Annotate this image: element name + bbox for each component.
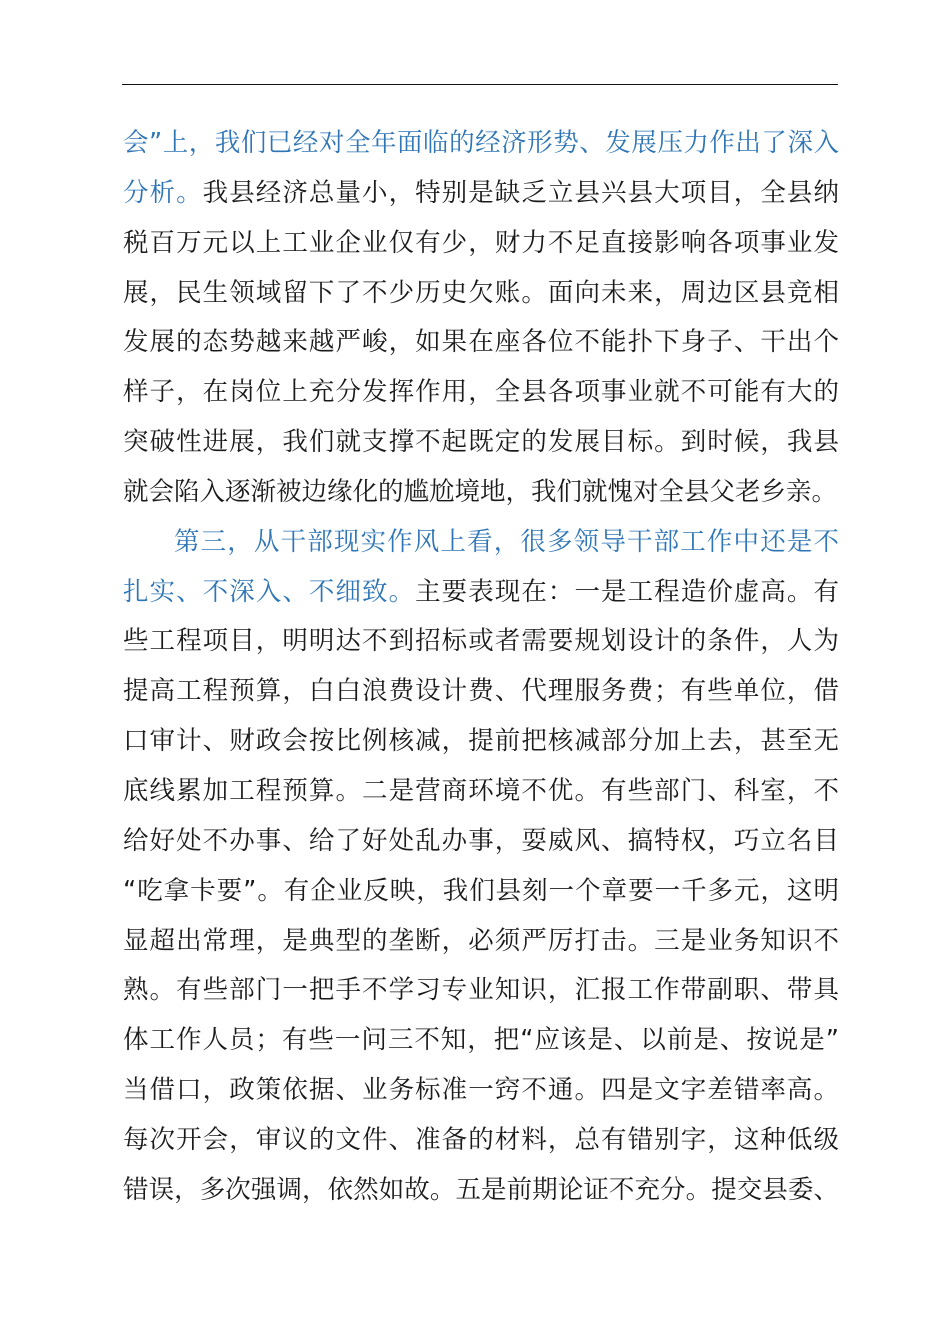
text-line xyxy=(123,1166,839,1216)
plain-text: 突破性进展，我们就支撑不起既定的发展目标。到时候，我县 xyxy=(123,427,839,458)
plain-text: 底线累加工程预算。二是营商环境不优。有些部门、科室，不 xyxy=(123,775,839,806)
body-text xyxy=(123,119,839,1216)
highlighted-text: 第三，从干部现实作风上看，很多领导干部工作中还是不 xyxy=(174,526,839,557)
plain-text: 给好处不办事、给了好处乱办事，耍威风、搞特权，巧立名目 xyxy=(123,825,839,856)
plain-text: 每次开会，审议的文件、准备的材料，总有错别字，这种低级 xyxy=(123,1124,839,1155)
text-line xyxy=(123,518,839,568)
text-line xyxy=(123,1066,839,1116)
highlighted-text: 分析。 xyxy=(123,177,203,208)
plain-text: 熟。有些部门一把手不学习专业知识，汇报工作带副职、带具 xyxy=(123,975,839,1006)
text-line xyxy=(123,269,839,319)
plain-text: 提高工程预算，白白浪费设计费、代理服务费；有些单位，借 xyxy=(123,676,839,707)
text-line xyxy=(123,917,839,967)
text-line xyxy=(123,169,839,219)
plain-text: 口审计、财政会按比例核减，提前把核减部分加上去，甚至无 xyxy=(123,726,839,757)
text-line xyxy=(123,617,839,667)
text-line xyxy=(123,817,839,867)
plain-text: 主要表现在：一是工程造价虚高。有 xyxy=(415,576,839,607)
highlighted-text: 扎实、不深入、不细致。 xyxy=(123,576,416,607)
plain-text: 样子，在岗位上充分发挥作用，全县各项事业就不可能有大的 xyxy=(123,377,839,408)
plain-text: “吃拿卡要”。有企业反映，我们县刻一个章要一千多元，这明 xyxy=(123,875,839,906)
plain-text: 体工作人员；有些一问三不知，把“应该是、以前是、按说是” xyxy=(123,1025,839,1056)
text-line xyxy=(123,717,839,767)
text-line xyxy=(123,1116,839,1166)
text-line xyxy=(123,119,839,169)
plain-text: 当借口，政策依据、业务标准一窍不通。四是文字差错率高。 xyxy=(123,1075,839,1106)
plain-text: 显超出常理，是典型的垄断，必须严厉打击。三是业务知识不 xyxy=(123,925,839,956)
text-line xyxy=(123,318,839,368)
text-line xyxy=(123,1016,839,1066)
plain-text: 错误，多次强调，依然如故。五是前期论证不充分。提交县委、 xyxy=(123,1174,839,1205)
plain-text: 展，民生领域留下了不少历史欠账。面向未来，周边区县竞相 xyxy=(123,277,839,308)
text-line xyxy=(123,219,839,269)
text-line xyxy=(123,767,839,817)
text-line xyxy=(123,966,839,1016)
text-line xyxy=(123,568,839,618)
text-line xyxy=(123,418,839,468)
text-line xyxy=(123,368,839,418)
plain-text: 税百万元以上工业企业仅有少，财力不足直接影响各项事业发 xyxy=(123,227,839,258)
text-line xyxy=(123,468,839,518)
plain-text: 发展的态势越来越严峻，如果在座各位不能扑下身子、干出个 xyxy=(123,327,839,358)
plain-text: 些工程项目，明明达不到招标或者需要规划设计的条件，人为 xyxy=(123,626,839,657)
header-rule xyxy=(122,84,838,85)
highlighted-text: 会”上，我们已经对全年面临的经济形势、发展压力作出了深入 xyxy=(123,128,839,158)
text-line xyxy=(123,867,839,917)
plain-text: 我县经济总量小，特别是缺乏立县兴县大项目，全县纳 xyxy=(202,177,839,208)
plain-text: 就会陷入逐渐被边缘化的尴尬境地，我们就愧对全县父老乡亲。 xyxy=(123,476,838,507)
text-line xyxy=(123,667,839,717)
